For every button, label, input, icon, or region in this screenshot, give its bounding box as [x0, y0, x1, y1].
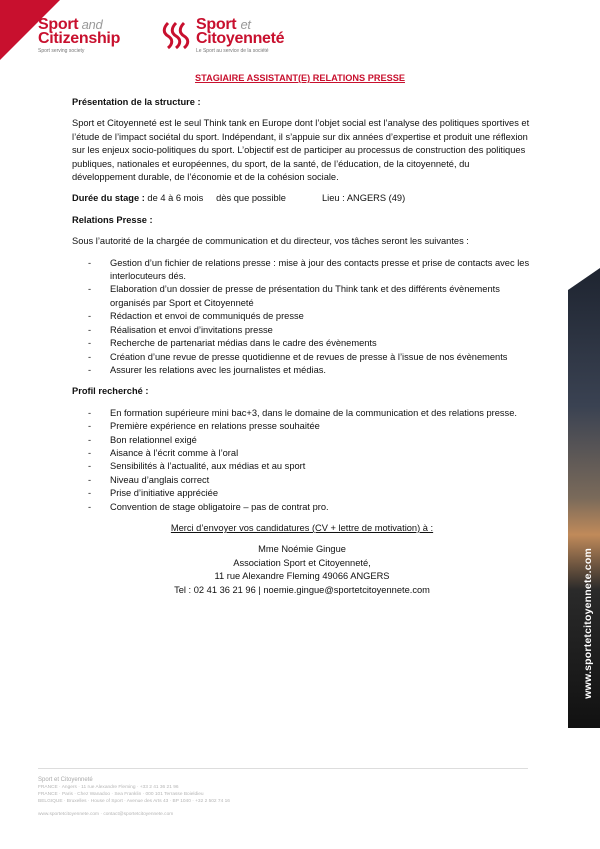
- list-item: - En formation supérieure mini bac+3, dans le domaine de la communication et des relations presse.: [72, 407, 532, 420]
- list-item: - Première expérience en relations presse souhaitée: [72, 420, 532, 433]
- list-item: - Convention de stage obligatoire – pas de contrat pro.: [72, 501, 532, 514]
- presentation-heading: Présentation de la structure :: [72, 97, 201, 107]
- logo: [38, 16, 285, 58]
- relations-heading: Relations Presse :: [72, 214, 153, 225]
- logo-french: Sport et Citoyenneté Le Sport au service de la société: [196, 16, 285, 54]
- list-item: - Niveau d’anglais correct: [72, 474, 532, 487]
- footer-name: Sport et Citoyenneté: [38, 777, 93, 783]
- profile-list: [72, 407, 532, 514]
- profile-heading: Profil recherché :: [72, 386, 149, 397]
- contact-name: Mme Noémie Gingue: [258, 544, 346, 555]
- footer-web[interactable]: www.sportetcitoyennete.com · contact@sportetcitoyennete.com: [38, 812, 174, 817]
- footer-address: FRANCE · Paris · Chez Wanadoo · Sea Franklin · 000 101 Terrasse Boieldieu: [38, 792, 204, 797]
- list-item: - Création d’une revue de presse quotidienne et de revues de presse à l’issue de nos évènements: [72, 351, 532, 364]
- list-item: - Gestion d’un fichier de relations presse : mise à jour des contacts presse et prise de contacts avec les interlocuteurs dés.: [72, 257, 532, 284]
- contact-block: [72, 522, 532, 597]
- list-item: - Aisance à l’écrit comme à l’oral: [72, 447, 532, 460]
- logo-english: Sport and Citizenship Sport serving society: [38, 16, 121, 54]
- stage-info: [72, 192, 532, 205]
- application-cta: Merci d’envoyer vos candidatures (CV + lettre de motivation) à :: [170, 522, 434, 533]
- footer-address: FRANCE · Angers · 11 rue Alexandre Fleming · +33 2 41 36 21 96: [38, 785, 179, 790]
- logo-mark-icon: [162, 20, 190, 50]
- footer: [38, 777, 528, 818]
- website-url[interactable]: www.sportetcitoyennete.com: [582, 548, 594, 699]
- duration-value: de 4 à 6 mois dès que possible: [144, 193, 286, 204]
- list-item: - Réalisation et envoi d’invitations presse: [72, 324, 532, 337]
- presentation-text: Sport et Citoyenneté est le seul Think tank en Europe dont l’objet social est l’analyse des politiques sportives et l’étude de l’impact sociétal du sport. Indépendant, il s’appuie sur dix années d’expertise et produit une réflexion sur les enjeux socio-politiques du sport. L’objectif est de participer au processus de construction des politiques publiques, nationales et européennes, du sport, de la santé, de l’éducation, de la citoyenneté, du développement durable, de l’économie et de la cohésion sociale.: [72, 118, 530, 183]
- page-title: STAGIAIRE ASSISTANT(E) RELATIONS PRESSE: [195, 73, 405, 83]
- footer-address: BELGIQUE · Bruxelles · House of Sport · Avenue des Arts 43 · BP 1040 · +32 2 502 74 16: [38, 799, 230, 804]
- relations-intro: Sous l’autorité de la chargée de communication et du directeur, vos tâches seront les suivantes :: [72, 236, 469, 247]
- contact-org: Association Sport et Citoyenneté,: [233, 557, 371, 568]
- list-item: - Assurer les relations avec les journalistes et médias.: [72, 364, 532, 377]
- footer-divider: [38, 768, 528, 769]
- tasks-list: [72, 257, 532, 378]
- list-item: - Rédaction et envoi de communiqués de presse: [72, 310, 532, 323]
- list-item: - Sensibilités à l’actualité, aux médias et au sport: [72, 460, 532, 473]
- list-item: - Bon relationnel exigé: [72, 434, 532, 447]
- duration-label: Durée du stage :: [72, 193, 145, 204]
- contact-phone-email[interactable]: Tel : 02 41 36 21 96 | noemie.gingue@sportetcitoyennete.com: [174, 584, 430, 595]
- list-item: - Prise d’initiative appréciée: [72, 487, 532, 500]
- list-item: - Elaboration d’un dossier de presse de présentation du Think tank et des différents évènements organisés par Sport et Citoyenneté: [72, 283, 532, 310]
- document-body: [72, 96, 532, 597]
- contact-address: 11 rue Alexandre Fleming 49066 ANGERS: [214, 571, 390, 582]
- location: Lieu : ANGERS (49): [322, 193, 406, 204]
- list-item: - Recherche de partenariat médias dans le cadre des évènements: [72, 337, 532, 350]
